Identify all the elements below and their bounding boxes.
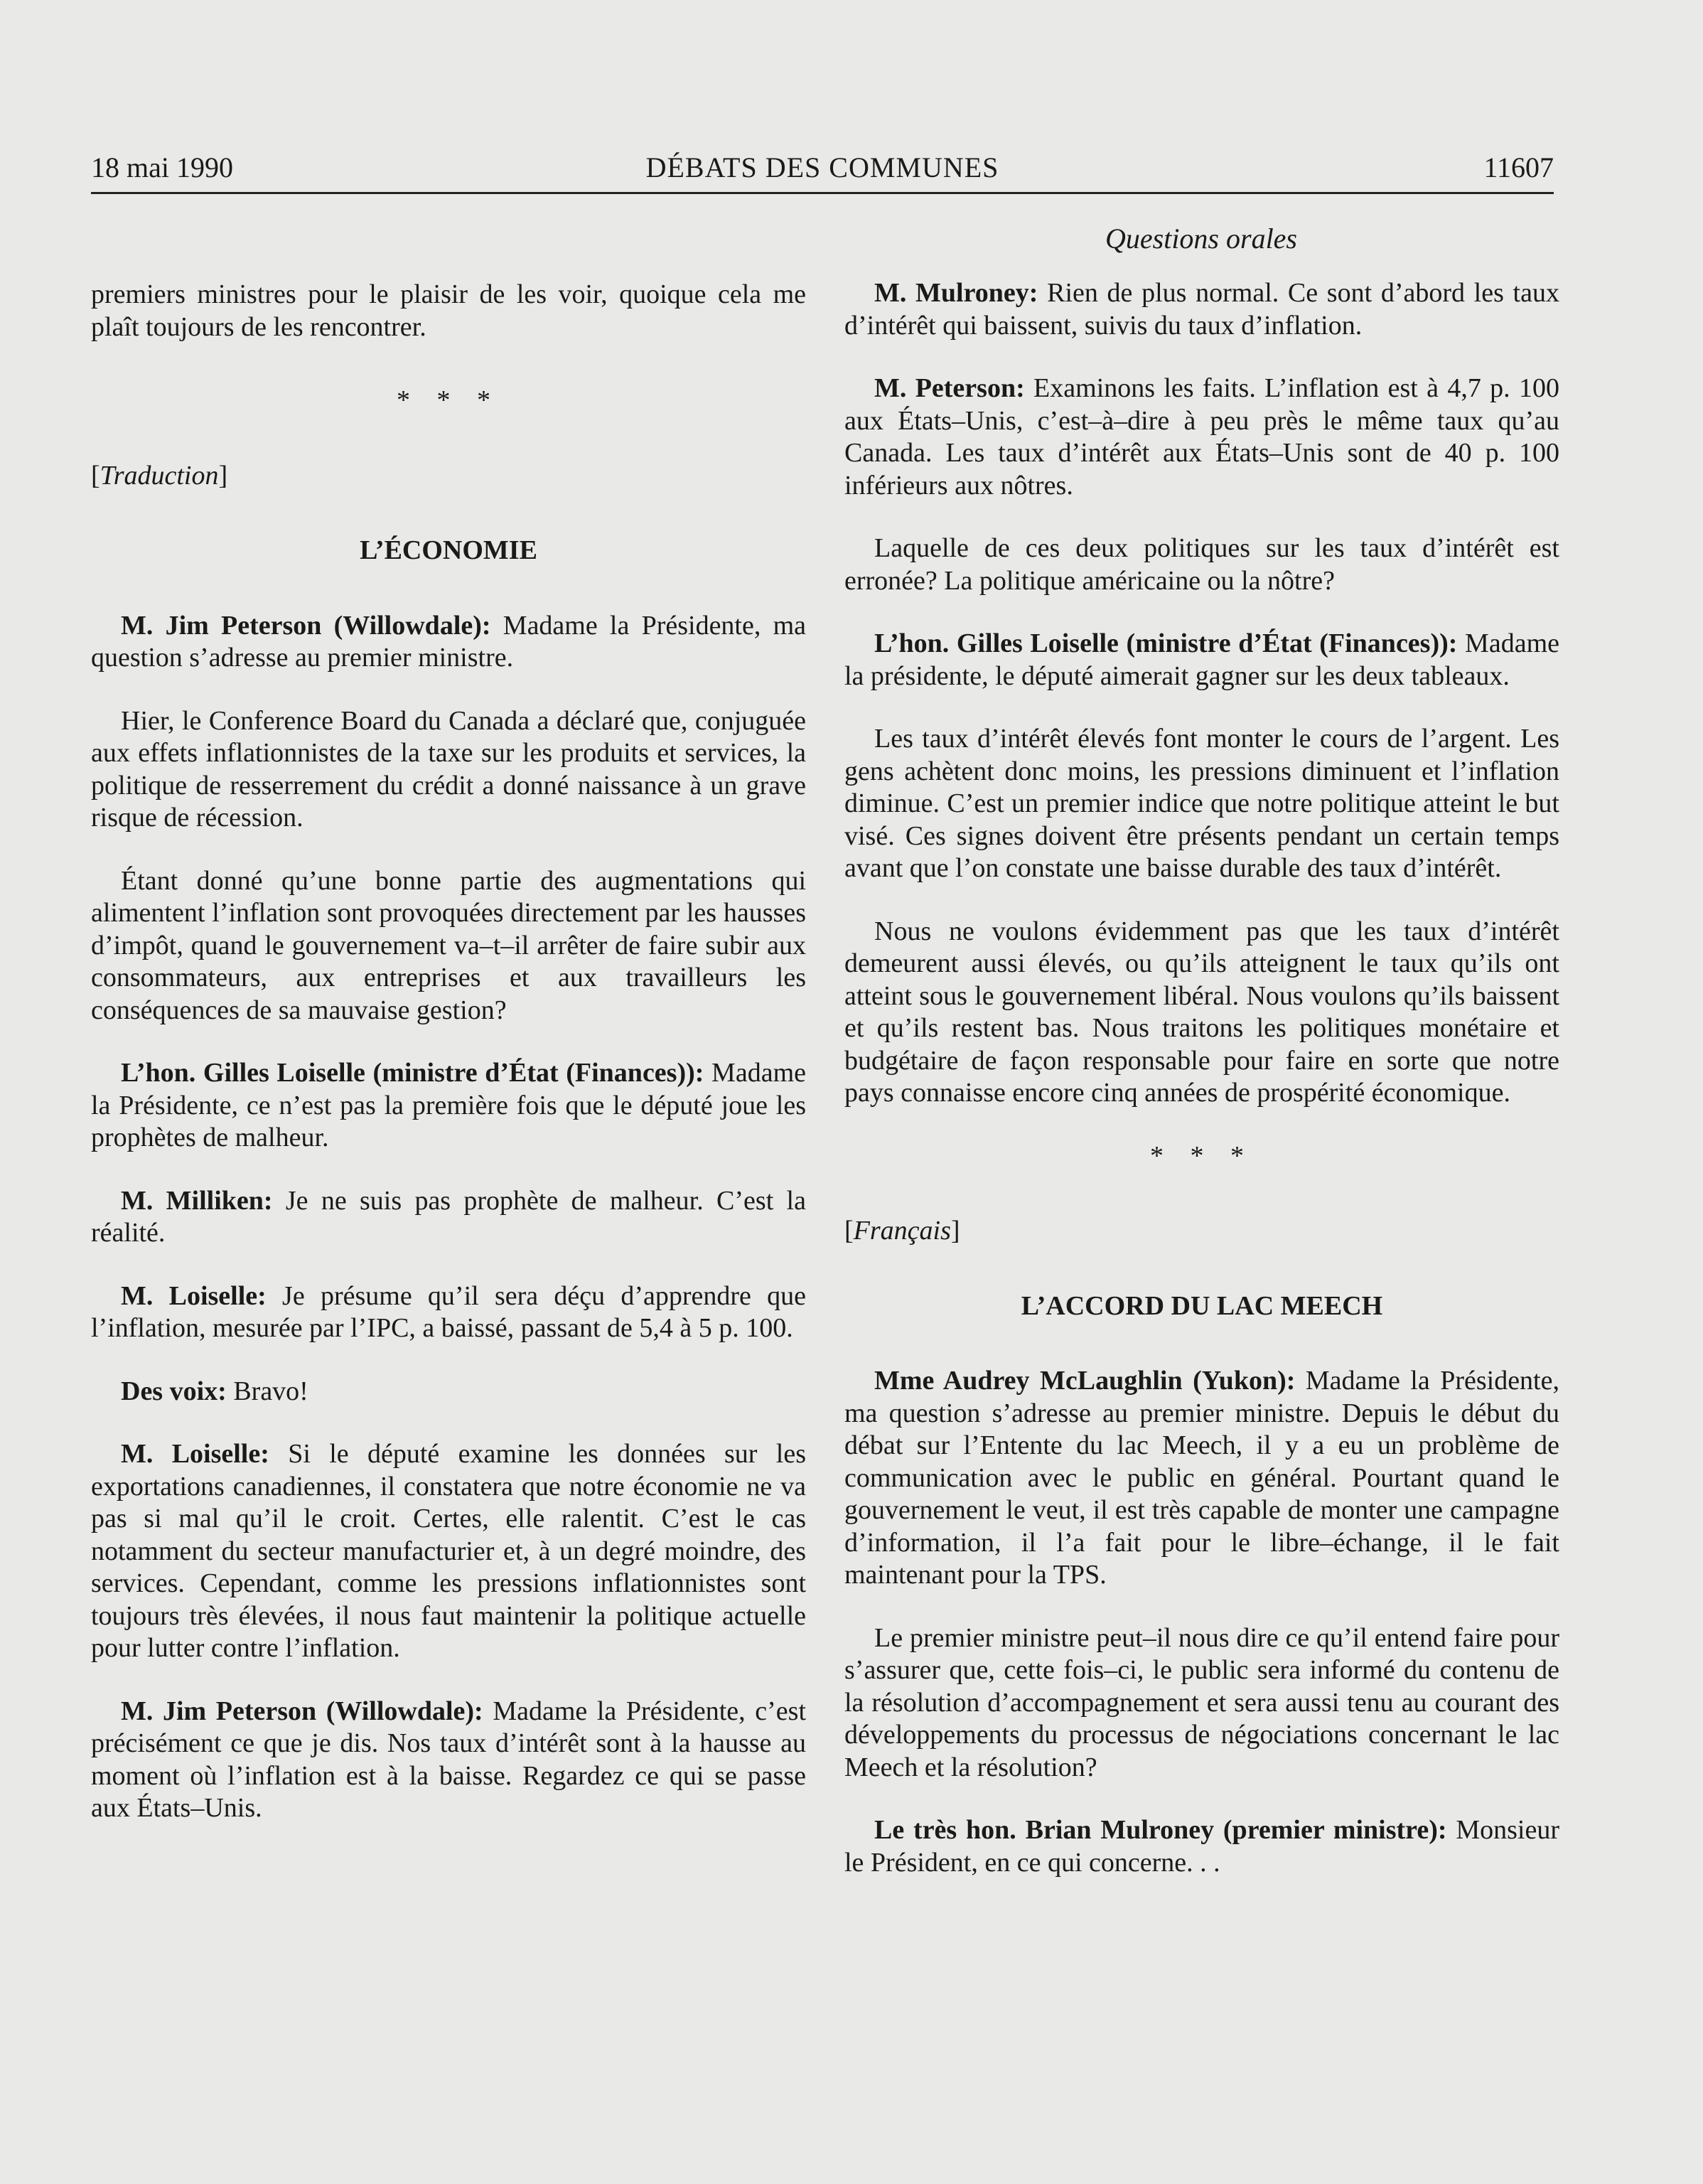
paragraph: Hier, le Conference Board du Canada a déclaré que, conjuguée aux effets inflationnistes de la taxe sur les produits et services, la politique de resserrement du crédit a donné naissance à un grave risque de récession.: [91, 705, 806, 833]
page-number: 11607: [1483, 151, 1554, 183]
paragraph: Nous ne voulons évidemment pas que les taux d’intérêt demeurent aussi élevés, ou qu’ils atteignent le taux qu’ils ont atteint sous le gouvernement libéral. Nous voulons qu’ils baissent et qu’ils restent bas. Nous traitons les politiques monétaire et budgétaire de façon responsable pour faire en sorte que notre pays connaisse encore cinq années de prospérité économique.: [844, 916, 1559, 1108]
paragraph: L’hon. Gilles Loiselle (ministre d’État (Finances)): Madame la Présidente, ce n’est pas la première fois que le député joue les prophètes de malheur.: [91, 1058, 806, 1152]
speaker-name: L’hon. Gilles Loiselle (ministre d’État (Finances)):: [874, 628, 1458, 658]
speaker-name: Le très hon. Brian Mulroney (premier ministre):: [874, 1815, 1447, 1845]
speaker-name: M. Peterson:: [874, 373, 1025, 403]
paragraph: Des voix: Bravo!: [121, 1376, 308, 1406]
speaker-name: Mme Audrey McLaughlin (Yukon):: [874, 1366, 1296, 1396]
paragraph: Mme Audrey McLaughlin (Yukon): Madame la Présidente, ma question s’adresse au premier ministre. Depuis le début du débat sur l’Entente du lac Meech, il y a eu un problème de communication avec le public en général. Pourtant quand le gouvernement le veut, il est très capable de monter une campagne d’information, il l’a fait pour le libre–échange, il le fait maintenant pour la TPS.: [844, 1366, 1559, 1590]
section-separator: * * *: [397, 385, 500, 415]
speaker-name: M. Mulroney:: [874, 278, 1038, 308]
page-header: [91, 148, 1554, 194]
paragraph: Le premier ministre peut–il nous dire ce qu’il entend faire pour s’assurer que, cette fois–ci, le public sera informé du contenu de la résolution d’accompagnement et sera aussi tenu au courant des développements du processus de négociations concernant le lac Meech et la résolution?: [844, 1622, 1559, 1782]
section-label: Questions orales: [1105, 223, 1297, 255]
paragraph: M. Jim Peterson (Willowdale): Madame la Présidente, ma question s’adresse au premier ministre.: [91, 610, 806, 673]
speaker-name: M. Loiselle:: [121, 1439, 269, 1469]
speaker-name: M. Loiselle:: [121, 1280, 267, 1311]
left-column: [91, 279, 806, 1856]
paragraph: M. Milliken: Je ne suis pas prophète de malheur. C’est la réalité.: [91, 1185, 806, 1248]
section-heading: L’ACCORD DU LAC MEECH: [1021, 1290, 1383, 1321]
language-tag: [Français]: [844, 1216, 960, 1246]
paragraph: M. Peterson: Examinons les faits. L’inflation est à 4,7 p. 100 aux États–Unis, c’est–à–dire à peu près le même taux qu’au Canada. Les taux d’intérêt aux États–Unis sont de 40 p. 100 inférieurs aux nôtres.: [844, 373, 1559, 500]
paragraph: Laquelle de ces deux politiques sur les taux d’intérêt est erronée? La politique américaine ou la nôtre?: [844, 533, 1559, 596]
paragraph: M. Mulroney: Rien de plus normal. Ce sont d’abord les taux d’intérêt qui baissent, suivis du taux d’inflation.: [844, 278, 1559, 341]
right-column: [844, 277, 1559, 1910]
language-tag: [Traduction]: [91, 460, 228, 491]
paragraph: Le très hon. Brian Mulroney (premier ministre): Monsieur le Président, en ce qui concerne. . .: [844, 1815, 1559, 1878]
section-separator: * * *: [1150, 1140, 1254, 1171]
section-heading: L’ÉCONOMIE: [360, 535, 537, 565]
header-date: 18 mai 1990: [91, 151, 233, 183]
paragraph: L’hon. Gilles Loiselle (ministre d’État (Finances)): Madame la présidente, le député aimerait gagner sur les deux tableaux.: [844, 628, 1559, 691]
paragraph: M. Loiselle: Je présume qu’il sera déçu d’apprendre que l’inflation, mesurée par l’IPC, a baissé, passant de 5,4 à 5 p. 100.: [91, 1280, 806, 1343]
paragraph: M. Jim Peterson (Willowdale): Madame la Présidente, c’est précisément ce que je dis. Nos taux d’intérêt sont à la hausse au moment où l’inflation est à la baisse. Regardez ce qui se passe aux États–Unis.: [91, 1696, 807, 1823]
speaker-name: M. Jim Peterson (Willowdale):: [121, 610, 491, 641]
header-title: DÉBATS DES COMMUNES: [645, 151, 999, 183]
paragraph: Étant donné qu’une bonne partie des augmentations qui alimentent l’inflation sont provoquées directement par les hausses d’impôt, quand le gouvernement va–t–il arrêter de faire subir aux consommateurs, aux entreprises et aux travailleurs les conséquences de sa mauvaise gestion?: [91, 865, 806, 1025]
speaker-name: M. Jim Peterson (Willowdale):: [121, 1696, 483, 1726]
speaker-name: L’hon. Gilles Loiselle (ministre d’État (Finances)):: [121, 1058, 704, 1088]
speaker-name: M. Milliken:: [121, 1185, 273, 1216]
paragraph: M. Loiselle: Si le député examine les données sur les exportations canadiennes, il constatera que notre économie ne va pas si mal qu’il le croit. Certes, elle ralentit. C’est le cas notamment du secteur manufacturier et, à un degré moindre, des services. Cependant, comme les pressions inflationnistes sont toujours très élevées, il nous faut maintenir la politique actuelle pour lutter contre l’inflation.: [91, 1439, 806, 1663]
paragraph: premiers ministres pour le plaisir de les voir, quoique cela me plaît toujours de les rencontrer.: [91, 279, 806, 342]
speaker-name: Des voix:: [121, 1376, 227, 1406]
paragraph: Les taux d’intérêt élevés font monter le cours de l’argent. Les gens achètent donc moins, les pressions diminuent et l’inflation diminue. C’est un premier indice que notre politique atteint le but visé. Ces signes doivent être présents pendant un certain temps avant que l’on constate une baisse durable des taux d’intérêt.: [844, 724, 1559, 883]
